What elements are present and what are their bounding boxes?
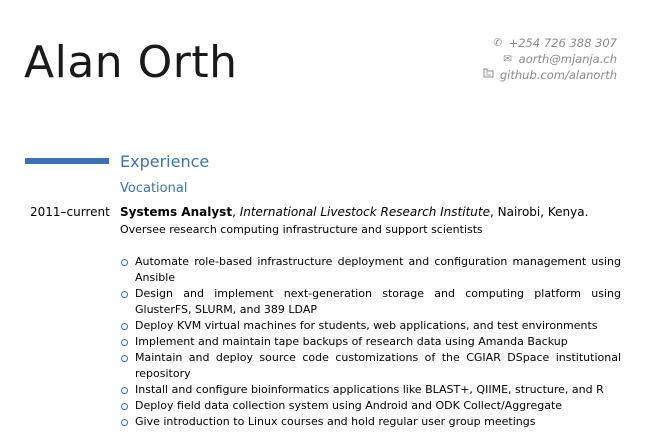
entry-heading xyxy=(120,204,588,220)
subsection-title: Vocational xyxy=(120,181,188,196)
entry-dates: 2011–current xyxy=(30,205,110,219)
github-glyph xyxy=(483,68,494,78)
email-link[interactable]: aorth@mjanja.ch xyxy=(518,52,617,66)
bullet-item: Automate role-based infrastructure deployment and configuration management using Ansible xyxy=(120,254,621,286)
contact-github[interactable] xyxy=(482,67,617,83)
bullet-item: Give introduction to Linux courses and hold regular user group meetings xyxy=(120,414,621,430)
entry-job-title: Systems Analyst xyxy=(120,205,233,219)
section-accent-bar xyxy=(25,158,109,164)
bullet-item: Implement and maintain tape backups of research data using Amanda Backup xyxy=(120,334,621,350)
entry-organization: International Livestock Research Institute xyxy=(239,205,490,219)
bullet-item: Deploy KVM virtual machines for students, web applications, and test environments xyxy=(120,318,621,334)
github-icon xyxy=(482,67,496,83)
bullet-item: Design and implement next-generation storage and computing platform using GlusterFS, SLURM, and 389 LDAP xyxy=(120,286,621,318)
entry-separator: , xyxy=(232,205,240,219)
contact-info xyxy=(482,35,617,83)
phone-icon: ✆ xyxy=(493,37,502,49)
entry-location: , Nairobi, Kenya. xyxy=(489,205,589,219)
person-name: Alan Orth xyxy=(24,37,238,88)
phone-text: +254 726 388 307 xyxy=(508,36,617,50)
entry-bullet-list xyxy=(120,254,621,430)
contact-email[interactable] xyxy=(482,51,617,67)
bullet-item: Install and configure bioinformatics applications like BLAST+, QIIME, structure, and R xyxy=(120,382,621,398)
envelope-icon: ✉ xyxy=(503,53,513,65)
entry-summary: Oversee research computing infrastructure and support scientists xyxy=(120,223,483,236)
bullet-item: Deploy field data collection system using Android and ODK Collect/Aggregate xyxy=(120,398,621,414)
bullet-item: Maintain and deploy source code customizations of the CGIAR DSpace institutional repository xyxy=(120,350,621,382)
contact-phone xyxy=(482,35,617,51)
section-title: Experience xyxy=(120,152,210,171)
github-link[interactable]: github.com/alanorth xyxy=(499,68,617,82)
